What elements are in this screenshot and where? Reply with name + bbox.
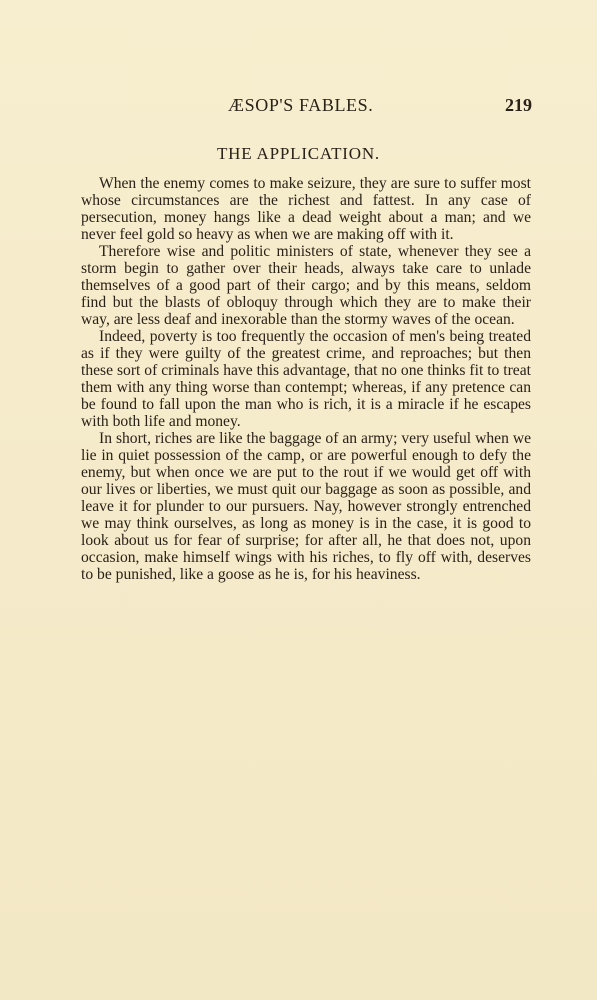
paragraph-3: Indeed, poverty is too frequently the occasion of men's being treated as if they were guilty of the greatest crime, and reproaches; but then these sort of criminals have this advantage, that no one thinks fit to treat them with any thing worse than contempt; whereas, if any pretence can be found to fall upon the man who is rich, it is a miracle if he escapes with both life and money. bbox=[81, 328, 531, 430]
running-head bbox=[0, 92, 597, 118]
paragraph-1: When the enemy comes to make seizure, they are sure to suffer most whose circumstances are the richest and fattest. In any case of persecution, money hangs like a dead weight about a man; and we never feel gold so heavy as when we are making off with it. bbox=[81, 175, 531, 243]
section-title: THE APPLICATION. bbox=[217, 144, 380, 163]
paragraph-4: In short, riches are like the baggage of an army; very useful when we lie in quiet possession of the camp, or are powerful enough to defy the enemy, but when once we are put to the rout if we would get off with our lives or liberties, we must quit our baggage as soon as possible, and leave it for plunder to our pursuers. Nay, however strongly entrenched we may think ourselves, as long as money is in the case, it is good to look about us for fear of surprise; for after all, he that does not, upon occasion, make himself wings with his riches, to fly off with, deserves to be punished, like a goose as he is, for his heaviness. bbox=[81, 430, 531, 583]
page-number: 219 bbox=[505, 95, 532, 115]
paragraph-2: Therefore wise and politic ministers of state, whenever they see a storm begin to gather over their heads, always take care to unlade themselves of a good part of their cargo; and by this means, seldom find but the blasts of obloquy through which they are to make their way, are less deaf and inexorable than the stormy waves of the ocean. bbox=[81, 243, 531, 328]
running-title: ÆSOP'S FABLES. bbox=[228, 95, 374, 115]
body-text bbox=[81, 175, 531, 583]
